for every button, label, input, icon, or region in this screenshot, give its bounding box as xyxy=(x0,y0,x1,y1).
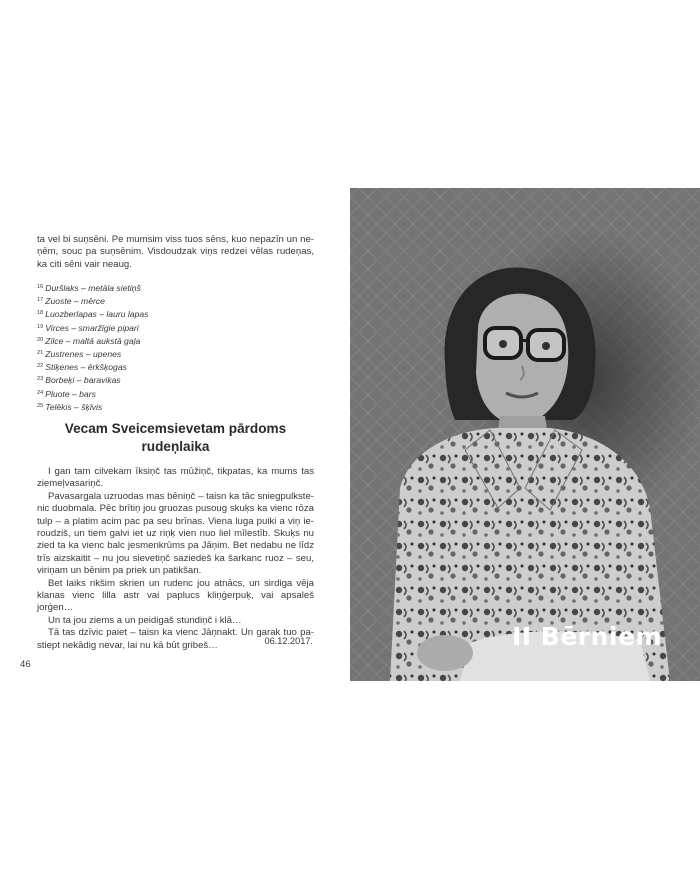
section-heading xyxy=(37,420,314,456)
footnotes-list xyxy=(37,281,277,413)
story-body xyxy=(37,466,314,652)
story-paragraph: Pavasargala uzruodas mas bēniņč – taisn ka tāc sniegpulkste-nic duobmala. Pēc brītiņ jou gruozas pusoug skuķs ka vienc rōza tulp – a platim acim pac pa seu brīnas. Viena luga puiki a viņ ie-roudziš, un tiem galvi iet uz riņķ vien nuo liel mīlestīb. Skuķs nu zied ta ka vienc balc jesmenkrūms pa Jāņim. Bet nedabu ne līdz trīs aizskaitit – nu jou sievetiņč saziedeš ka šarkanc ruoz – seu, viriņam un bēnim pa priek un patikšan. xyxy=(37,490,314,577)
footnote-item: $^{22}$ Stiķenes – ērkšķogas xyxy=(37,362,127,373)
story-paragraph: Bet laiks rikšim skrien un rudenc jou atnācs, un sirdiga vēja klanas vienc lilla astr vai paplucs kliņģerpuķ, vai apsaleš jorģen… xyxy=(37,577,314,614)
story-date: 06.12.2017. xyxy=(264,636,313,646)
section-heading-line2: rudeņlaika xyxy=(141,439,210,454)
footnote-item: $^{24}$ Pluote – bars xyxy=(37,388,96,399)
footnote-item: $^{17}$ Zuoste – mērce xyxy=(37,296,105,307)
page-number: 46 xyxy=(20,659,31,670)
footnote-item: $^{25}$ Telēkis – šķīvis xyxy=(37,401,103,412)
footnote-item: $^{23}$ Borbeķi – baravikas xyxy=(37,375,121,386)
story-paragraph: Tā tas dzīvic paiet – taisn ka vienc Jāņnakt. Un garak tuo pa-stiept nekādig nevar, lai nu kā būt gribeš… xyxy=(37,627,314,651)
footnote-item: $^{16}$ Duršlaks – metāla sietiņš xyxy=(37,283,141,293)
intro-paragraph: ta vel bi suņsēni. Pe mumsim viss tuos sēns, kuo nepazīn un ne-ņēm, souc pa suņsēnim. Visdoudzak viņs redzei vēlas rudeņas, ka citi sēni vair neaug. xyxy=(37,234,314,270)
portrait-illustration xyxy=(350,188,700,681)
chapter-title: II Bērniem xyxy=(511,622,662,651)
portrait-photo xyxy=(350,188,700,681)
footnote-item: $^{18}$ Luozberlapas – lauru lapas xyxy=(37,309,149,320)
footnote-item: $^{20}$ Zilce – maltā aukstā gaļa xyxy=(37,335,141,346)
footnote-item: $^{21}$ Zustrenes – upenes xyxy=(37,349,122,360)
story-paragraph: I gan tam cilvekam īksiņč tas mūžiņč, tikpatas, ka mums tas ziemeļvasariņč. xyxy=(37,466,314,490)
story-paragraph: Un ta jou ziems a un peidigaš stundiņč i klā… xyxy=(48,614,242,626)
section-heading-line1: Vecam Sveicemsievetam pārdoms xyxy=(64,421,287,436)
footnote-item: $^{19}$ Virces – smaržīgie pipari xyxy=(37,322,139,333)
